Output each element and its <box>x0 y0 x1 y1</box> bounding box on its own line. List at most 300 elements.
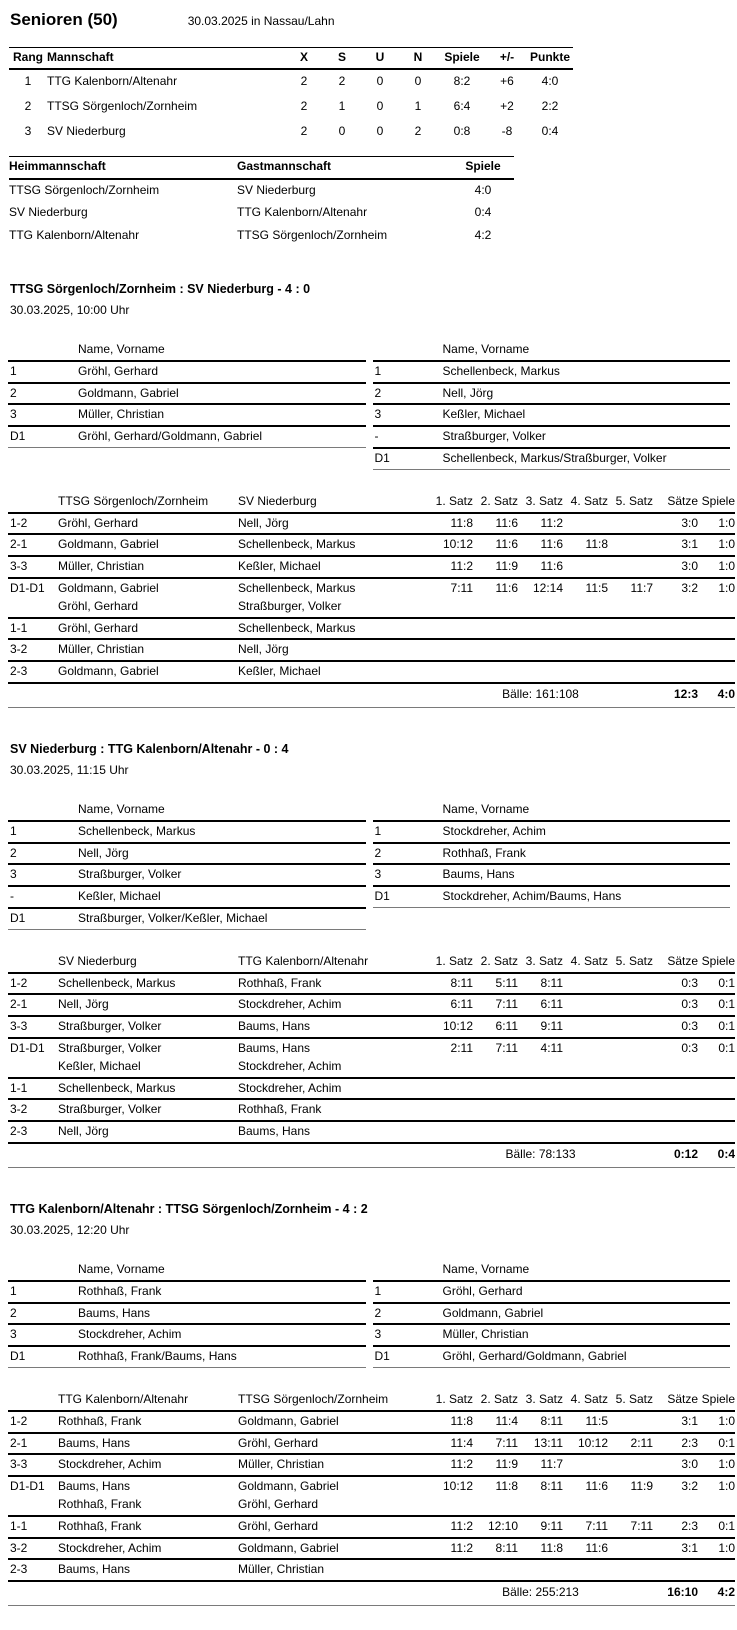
cell-punkte: 4:0 <box>541 74 559 89</box>
cell-spiele: 1:0 <box>698 1411 735 1433</box>
cell-away-player: Schellenbeck, Markus <box>238 578 428 599</box>
table-row <box>8 1099 735 1121</box>
page-subtitle: 30.03.2025 in Nassau/Lahn <box>187 14 335 28</box>
cell-satz3: 11:8 <box>518 1538 563 1560</box>
cell-baelle-total: Bälle: 255:213 <box>428 1581 653 1605</box>
cell-satz1: 7:11 <box>428 578 473 599</box>
cell-saetze-total: 0:12 <box>653 1143 698 1167</box>
cell-empty <box>8 1059 58 1078</box>
lineups <box>8 800 730 930</box>
col-header-away-team: TTG Kalenborn/Altenahr <box>238 953 369 968</box>
table-row <box>373 821 731 843</box>
cell-empty <box>428 599 735 618</box>
cell-satz4 <box>563 513 608 535</box>
cell-player-name: Schellenbeck, Markus/Straßburger, Volker <box>443 448 731 469</box>
cell-empty <box>8 1581 428 1605</box>
table-row <box>8 1303 366 1325</box>
cell-away-player: Keßler, Michael <box>238 556 428 578</box>
cell-saetze-total: 12:3 <box>653 683 698 707</box>
cell-x: 2 <box>300 99 308 114</box>
table-row <box>8 821 366 843</box>
cell-position: 1 <box>8 1281 78 1303</box>
cell-satz3: 11:6 <box>518 556 563 578</box>
table-row <box>8 1559 735 1581</box>
cell-spiele <box>698 639 735 661</box>
cell-satz2: 8:11 <box>473 1538 518 1560</box>
cell-satz4 <box>563 994 608 1016</box>
table-header-row <box>9 47 573 69</box>
cell-saetze: 3:0 <box>653 556 698 578</box>
lineup-header: Name, Vorname <box>78 342 165 357</box>
table-row <box>8 599 735 618</box>
cell-satz4: 11:5 <box>563 578 608 599</box>
cell-home-player: Nell, Jörg <box>58 994 238 1016</box>
cell-satz5 <box>608 661 653 683</box>
col-header-satz3: 3. Satz <box>525 1391 563 1406</box>
cell-position: 3 <box>373 404 443 426</box>
cell-satz4 <box>563 639 608 661</box>
cell-saetze: 3:1 <box>653 534 698 556</box>
cell-punkte: 2:2 <box>541 99 559 114</box>
cell-player-name: Stockdreher, Achim <box>443 821 731 843</box>
cell-empty <box>8 599 58 618</box>
home-lineup-table <box>8 340 366 448</box>
cell-spiele: 0:1 <box>698 1016 735 1038</box>
cell-game-key: D1-D1 <box>8 1038 58 1059</box>
cell-home-partner: Keßler, Michael <box>58 1058 141 1073</box>
cell-spiele: 1:0 <box>698 1454 735 1476</box>
cell-home-player: Gröhl, Gerhard <box>58 513 238 535</box>
cell-satz1: 11:2 <box>428 1454 473 1476</box>
cell-away-partner: Gröhl, Gerhard <box>238 1496 319 1511</box>
cell-game-key: 1-2 <box>8 513 58 535</box>
home-lineup-table <box>8 800 366 930</box>
col-header-heimmannschaft: Heimmannschaft <box>9 156 237 178</box>
match-title: SV Niederburg : TTG Kalenborn/Altenahr - 0 : 4 <box>10 741 289 756</box>
col-header-spiele: Spiele <box>701 1391 735 1406</box>
match-report-3 <box>8 1201 735 1606</box>
lineup-header: Name, Vorname <box>78 1261 165 1276</box>
cell-position: D1 <box>373 448 443 469</box>
table-row <box>8 1038 735 1059</box>
match-datetime: 30.03.2025, 12:20 Uhr <box>10 1223 130 1238</box>
cell-spiele: 1:0 <box>698 1538 735 1560</box>
col-header-saetze: Sätze <box>667 493 698 508</box>
cell-player-name: Gröhl, Gerhard/Goldmann, Gabriel <box>78 426 366 447</box>
table-row <box>8 556 735 578</box>
cell-position: D1 <box>8 908 78 929</box>
cell-satz5: 11:7 <box>608 578 653 599</box>
cell-position: 2 <box>373 383 443 405</box>
table-row <box>8 994 735 1016</box>
col-header-plusminus: +/- <box>487 47 527 69</box>
table-row <box>8 1016 735 1038</box>
cell-game-key: 1-2 <box>8 973 58 995</box>
col-header-away-team: TTSG Sörgenloch/Zornheim <box>238 1391 389 1406</box>
table-row <box>8 1433 735 1455</box>
table-row <box>373 886 731 907</box>
cell-away-player: Nell, Jörg <box>238 639 428 661</box>
cell-satz5: 2:11 <box>608 1433 653 1455</box>
cell-away-player: Baums, Hans <box>238 1038 428 1059</box>
cell-satz4: 10:12 <box>563 1433 608 1455</box>
cell-satz3: 8:11 <box>518 1411 563 1433</box>
cell-position: 1 <box>373 361 443 383</box>
cell-satz5 <box>608 1078 653 1100</box>
table-row <box>9 69 573 95</box>
cell-game-key: 1-1 <box>8 618 58 640</box>
table-row <box>8 1346 366 1367</box>
cell-satz1 <box>428 1559 473 1581</box>
cell-away-player: Gröhl, Gerhard <box>238 1433 428 1455</box>
cell-saetze <box>653 639 698 661</box>
col-header-saetze: Sätze <box>667 1391 698 1406</box>
cell-player-name: Nell, Jörg <box>443 383 731 405</box>
match-datetime: 30.03.2025, 11:15 Uhr <box>10 763 129 778</box>
cell-home-player: Straßburger, Volker <box>58 1038 238 1059</box>
cell-spiele: 4:0 <box>474 182 492 197</box>
cell-satz2: 7:11 <box>473 1433 518 1455</box>
standings-table <box>9 47 573 145</box>
cell-game-key: 2-1 <box>8 994 58 1016</box>
cell-game-key: D1-D1 <box>8 1476 58 1497</box>
cell-satz1: 6:11 <box>428 994 473 1016</box>
cell-away-player: Baums, Hans <box>238 1016 428 1038</box>
table-row <box>8 578 735 599</box>
cell-game-key: 2-1 <box>8 534 58 556</box>
cell-satz3 <box>518 639 563 661</box>
cell-saetze: 2:3 <box>653 1516 698 1538</box>
table-row <box>9 95 573 120</box>
cell-player-name: Stockdreher, Achim/Baums, Hans <box>443 886 731 907</box>
cell-player-name: Keßler, Michael <box>78 886 366 908</box>
col-header-satz5: 5. Satz <box>615 1391 653 1406</box>
cell-away-player: Stockdreher, Achim <box>238 1078 428 1100</box>
cell-away-player: Goldmann, Gabriel <box>238 1476 428 1497</box>
cell-satz1: 10:12 <box>428 534 473 556</box>
table-row <box>8 973 735 995</box>
cell-player-name: Gröhl, Gerhard/Goldmann, Gabriel <box>443 1346 731 1367</box>
col-header-satz2: 2. Satz <box>480 953 518 968</box>
cell-satz4 <box>563 618 608 640</box>
cell-satz1 <box>428 1078 473 1100</box>
table-row <box>373 1281 731 1303</box>
col-header-s: S <box>323 47 361 69</box>
cell-satz5: 7:11 <box>608 1516 653 1538</box>
lineup-header: Name, Vorname <box>442 342 530 357</box>
cell-gast: TTSG Sörgenloch/Zornheim <box>237 228 388 243</box>
cell-home-player: Schellenbeck, Markus <box>58 973 238 995</box>
cell-position: 2 <box>8 383 78 405</box>
table-row <box>373 404 731 426</box>
cell-satz2: 12:10 <box>473 1516 518 1538</box>
col-header-away-team: SV Niederburg <box>238 493 317 508</box>
cell-player-name: Straßburger, Volker <box>78 864 366 886</box>
cell-satz5 <box>608 556 653 578</box>
cell-satz5 <box>608 1016 653 1038</box>
cell-home-player: Goldmann, Gabriel <box>58 661 238 683</box>
cell-home-player: Baums, Hans <box>58 1476 238 1497</box>
table-row <box>8 639 735 661</box>
cell-game-key: 2-3 <box>8 1559 58 1581</box>
cell-away-partner: Stockdreher, Achim <box>238 1058 342 1073</box>
cell-satz1 <box>428 661 473 683</box>
table-row <box>8 383 366 405</box>
table-row <box>9 225 514 248</box>
cell-satz5 <box>608 618 653 640</box>
cell-satz3 <box>518 661 563 683</box>
cell-satz4: 11:8 <box>563 534 608 556</box>
cell-spiele-total: 0:4 <box>698 1143 735 1167</box>
cell-home-player: Goldmann, Gabriel <box>58 534 238 556</box>
cell-position: 1 <box>8 821 78 843</box>
table-row <box>9 120 573 145</box>
cell-spiele <box>698 1559 735 1581</box>
cell-saetze: 3:1 <box>653 1538 698 1560</box>
cell-spiele: 0:4 <box>474 205 492 220</box>
table-footer-row <box>8 1143 735 1167</box>
cell-heim: TTSG Sörgenloch/Zornheim <box>9 182 160 197</box>
away-lineup-table <box>373 1260 731 1368</box>
cell-home-player: Straßburger, Volker <box>58 1099 238 1121</box>
table-header-row <box>9 156 514 178</box>
cell-satz3 <box>518 1099 563 1121</box>
cell-spiele <box>698 1099 735 1121</box>
cell-satz2 <box>473 1078 518 1100</box>
cell-satz5 <box>608 534 653 556</box>
col-header-gastmannschaft: Gastmannschaft <box>237 156 452 178</box>
cell-position: D1 <box>8 426 78 447</box>
cell-satz3: 6:11 <box>518 994 563 1016</box>
cell-satz2: 11:6 <box>473 513 518 535</box>
cell-satz2: 11:9 <box>473 1454 518 1476</box>
cell-mannschaft: TTG Kalenborn/Altenahr <box>47 74 178 89</box>
table-row <box>8 1538 735 1560</box>
cell-satz5: 11:9 <box>608 1476 653 1497</box>
cell-satz3: 13:11 <box>518 1433 563 1455</box>
cell-home-player: Rothhaß, Frank <box>58 1516 238 1538</box>
cell-satz4 <box>563 1121 608 1143</box>
cell-saetze <box>653 618 698 640</box>
cell-satz4 <box>563 1016 608 1038</box>
cell-away-player: Müller, Christian <box>238 1454 428 1476</box>
cell-home-player: Stockdreher, Achim <box>58 1538 238 1560</box>
table-header-row <box>8 1260 366 1281</box>
cell-satz2 <box>473 1121 518 1143</box>
cell-spiele: 1:0 <box>698 556 735 578</box>
cell-spiele: 8:2 <box>453 74 471 89</box>
cell-satz3: 4:11 <box>518 1038 563 1059</box>
cell-player-name: Baums, Hans <box>443 864 731 886</box>
cell-satz4 <box>563 1099 608 1121</box>
cell-game-key: 2-1 <box>8 1433 58 1455</box>
cell-empty <box>8 683 428 707</box>
table-row <box>8 1121 735 1143</box>
cell-player-name: Gröhl, Gerhard <box>443 1281 731 1303</box>
cell-spiele-total: 4:0 <box>698 683 735 707</box>
cell-heim: SV Niederburg <box>9 205 88 220</box>
table-row <box>8 661 735 683</box>
cell-away-player: Goldmann, Gabriel <box>238 1411 428 1433</box>
cell-spiele <box>698 661 735 683</box>
cell-position: 2 <box>373 843 443 865</box>
cell-away-player: Müller, Christian <box>238 1559 428 1581</box>
cell-position: D1 <box>373 886 443 907</box>
cell-spiele: 0:1 <box>698 1038 735 1059</box>
col-header-satz1: 1. Satz <box>435 953 473 968</box>
col-header-spiele: Spiele <box>437 47 487 69</box>
cell-satz4 <box>563 1038 608 1059</box>
cell-position: - <box>8 886 78 908</box>
cell-satz3: 11:7 <box>518 1454 563 1476</box>
cell-position: 2 <box>8 1303 78 1325</box>
cell-saetze: 3:2 <box>653 578 698 599</box>
cell-away-player: Baums, Hans <box>238 1121 428 1143</box>
table-row <box>8 864 366 886</box>
cell-satz4 <box>563 973 608 995</box>
cell-game-key: 3-3 <box>8 1016 58 1038</box>
cell-away-player: Schellenbeck, Markus <box>238 618 428 640</box>
cell-n: 1 <box>414 99 422 114</box>
col-header-mannschaft: Mannschaft <box>47 47 285 69</box>
cell-home-player: Müller, Christian <box>58 556 238 578</box>
cell-spiele: 0:8 <box>453 123 471 138</box>
cell-empty <box>8 952 58 973</box>
cell-satz1 <box>428 1099 473 1121</box>
table-row <box>373 383 731 405</box>
cell-spiele <box>698 618 735 640</box>
cell-satz5 <box>608 994 653 1016</box>
cell-satz1: 11:2 <box>428 556 473 578</box>
cell-spiele: 1:0 <box>698 1476 735 1497</box>
cell-spiele: 1:0 <box>698 513 735 535</box>
table-row <box>8 1411 735 1433</box>
cell-game-key: 3-2 <box>8 639 58 661</box>
cell-satz4 <box>563 1078 608 1100</box>
cell-home-player: Rothhaß, Frank <box>58 1411 238 1433</box>
cell-satz2: 7:11 <box>473 994 518 1016</box>
cell-satz3: 8:11 <box>518 973 563 995</box>
col-header-u: U <box>361 47 399 69</box>
cell-satz5 <box>608 1454 653 1476</box>
cell-satz3: 8:11 <box>518 1476 563 1497</box>
cell-satz1: 11:8 <box>428 513 473 535</box>
cell-home-partner: Gröhl, Gerhard <box>58 598 139 613</box>
col-header-home-team: SV Niederburg <box>58 953 137 968</box>
cell-satz5 <box>608 1121 653 1143</box>
cell-game-key: D1-D1 <box>8 578 58 599</box>
cell-away-player: Schellenbeck, Markus <box>238 534 428 556</box>
cell-punkte: 0:4 <box>541 123 559 138</box>
cell-player-name: Baums, Hans <box>78 1303 366 1325</box>
cell-satz5 <box>608 1411 653 1433</box>
cell-satz2: 11:6 <box>473 534 518 556</box>
cell-home-partner: Rothhaß, Frank <box>58 1496 142 1511</box>
cell-saetze <box>653 661 698 683</box>
cell-empty <box>8 1143 428 1167</box>
page-title: Senioren (50) <box>10 10 118 29</box>
lineup-header: Name, Vorname <box>78 802 165 817</box>
col-header-punkte: Punkte <box>527 47 573 69</box>
table-row <box>8 1454 735 1476</box>
cell-spiele: 0:1 <box>698 973 735 995</box>
cell-spiele: 0:1 <box>698 1516 735 1538</box>
cell-spiele-total: 4:2 <box>698 1581 735 1605</box>
cell-empty <box>8 340 78 361</box>
col-header-satz3: 3. Satz <box>525 953 563 968</box>
cell-home-player: Goldmann, Gabriel <box>58 578 238 599</box>
cell-satz4: 11:6 <box>563 1476 608 1497</box>
col-header-satz1: 1. Satz <box>435 1391 473 1406</box>
cell-game-key: 3-2 <box>8 1538 58 1560</box>
table-row <box>8 534 735 556</box>
cell-gast: SV Niederburg <box>237 182 316 197</box>
cell-away-partner: Straßburger, Volker <box>238 598 342 613</box>
cell-spiele <box>698 1121 735 1143</box>
table-row <box>8 1324 366 1346</box>
cell-satz4 <box>563 556 608 578</box>
games-table <box>8 492 735 708</box>
cell-plusminus: +6 <box>500 74 514 89</box>
cell-satz5 <box>608 1099 653 1121</box>
cell-satz5 <box>608 1038 653 1059</box>
cell-heim: TTG Kalenborn/Altenahr <box>9 228 140 243</box>
cell-position: 2 <box>373 1303 443 1325</box>
cell-saetze: 0:3 <box>653 1038 698 1059</box>
cell-satz1: 11:2 <box>428 1516 473 1538</box>
table-row <box>8 886 366 908</box>
cell-satz3: 9:11 <box>518 1016 563 1038</box>
cell-baelle-total: Bälle: 78:133 <box>428 1143 653 1167</box>
col-header-spiele: Spiele <box>701 493 735 508</box>
cell-empty <box>8 1390 58 1411</box>
cell-empty <box>8 492 58 513</box>
cell-x: 2 <box>300 74 308 89</box>
cell-empty <box>428 1059 735 1078</box>
cell-game-key: 2-3 <box>8 661 58 683</box>
table-row <box>373 448 731 469</box>
cell-empty <box>373 340 443 361</box>
table-row <box>373 426 731 448</box>
home-lineup-table <box>8 1260 366 1368</box>
cell-position: 3 <box>8 404 78 426</box>
table-row <box>8 513 735 535</box>
cell-player-name: Müller, Christian <box>443 1324 731 1346</box>
table-footer-row <box>8 683 735 707</box>
cell-position: 3 <box>373 1324 443 1346</box>
cell-satz2 <box>473 1099 518 1121</box>
cell-saetze: 3:1 <box>653 1411 698 1433</box>
cell-player-name: Nell, Jörg <box>78 843 366 865</box>
cell-spiele: 0:1 <box>698 1433 735 1455</box>
cell-satz1 <box>428 1121 473 1143</box>
cell-empty <box>428 1497 735 1516</box>
cell-empty <box>8 1497 58 1516</box>
cell-satz1: 2:11 <box>428 1038 473 1059</box>
cell-position: 2 <box>8 843 78 865</box>
cell-mannschaft: SV Niederburg <box>47 123 126 138</box>
page-header <box>8 10 730 30</box>
table-row <box>8 618 735 640</box>
cell-satz5 <box>608 513 653 535</box>
cell-saetze <box>653 1099 698 1121</box>
cell-position: 1 <box>373 821 443 843</box>
cell-satz3 <box>518 1559 563 1581</box>
cell-player-name: Gröhl, Gerhard <box>78 361 366 383</box>
lineups <box>8 1260 730 1368</box>
games-table <box>8 1390 735 1606</box>
cell-satz3: 11:2 <box>518 513 563 535</box>
